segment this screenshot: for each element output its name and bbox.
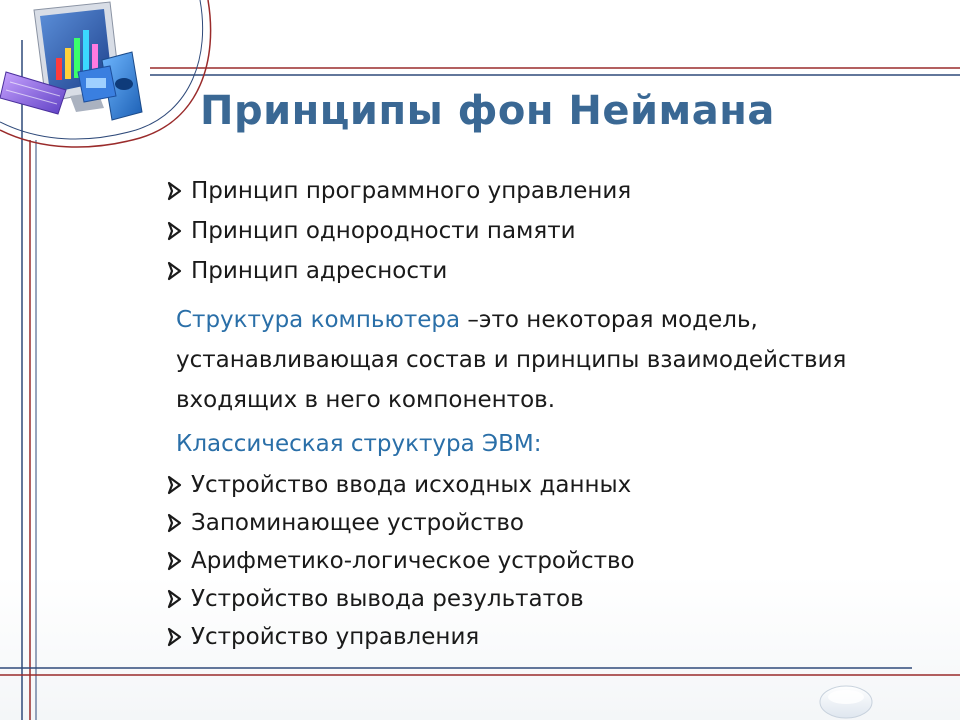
bullet-arrow-icon — [163, 259, 187, 283]
principle-label: Принцип адресности — [191, 258, 448, 284]
bullet-arrow-icon — [163, 511, 187, 535]
structure-item-label: Запоминающее устройство — [191, 510, 524, 536]
structure-item-label: Арифметико-логическое устройство — [191, 548, 635, 574]
structure-item-label: Устройство управления — [191, 624, 480, 650]
principle-label: Принцип однородности памяти — [191, 218, 576, 244]
list-item — [163, 620, 635, 658]
classic-structure-heading: Классическая структура ЭВМ: — [176, 431, 542, 457]
bullet-arrow-icon — [163, 219, 187, 243]
list-item — [163, 544, 635, 582]
bullet-arrow-icon — [163, 549, 187, 573]
bullet-arrow-icon — [163, 587, 187, 611]
structure-item-label: Устройство вывода результатов — [191, 586, 584, 612]
principle-label: Принцип программного управления — [191, 178, 632, 204]
bullet-arrow-icon — [163, 473, 187, 497]
list-item — [163, 254, 631, 294]
list-item — [163, 506, 635, 544]
list-item — [163, 582, 635, 620]
list-item — [163, 468, 635, 506]
definition-term: Структура компьютера — [176, 307, 468, 333]
structure-item-label: Устройство ввода исходных данных — [191, 472, 632, 498]
list-item — [163, 174, 631, 214]
list-item — [163, 214, 631, 254]
bullet-arrow-icon — [163, 625, 187, 649]
definition-paragraph — [176, 300, 876, 420]
principles-list — [163, 174, 631, 294]
classic-structure-list — [163, 468, 635, 658]
slide-title: Принципы фон Неймана — [200, 88, 775, 134]
bullet-arrow-icon — [163, 179, 187, 203]
definition-text: –это некоторая модель, устанавливающая состав и принципы взаимодействия входящих в него компонентов. — [176, 307, 847, 413]
